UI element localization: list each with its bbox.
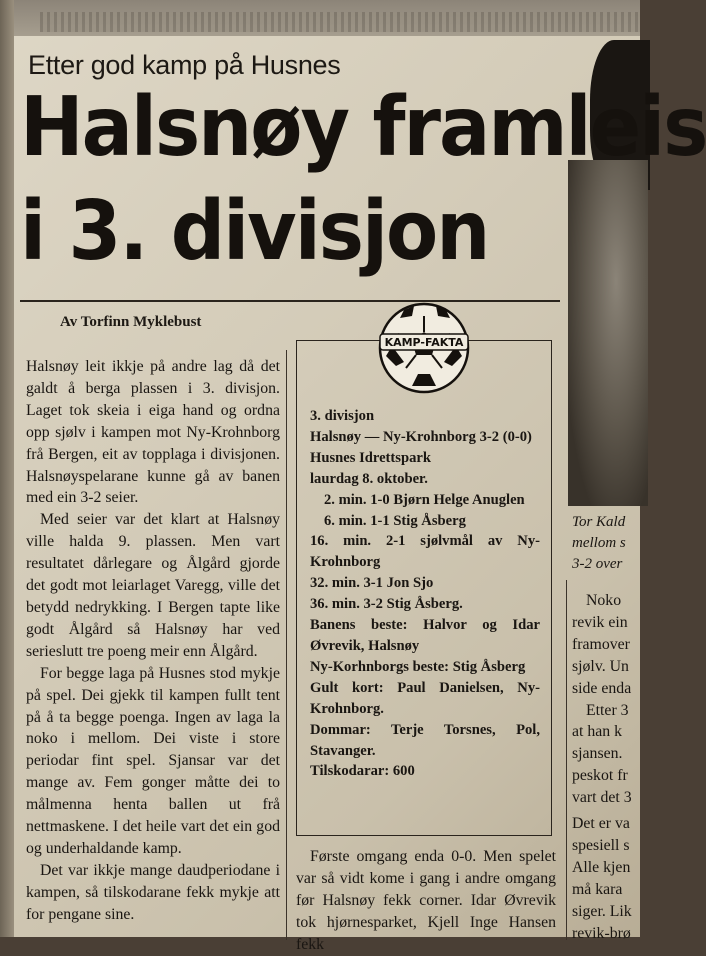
kampfakta-badge-label: KAMP-FAKTA — [384, 336, 464, 349]
col3-line: revik-brø — [572, 924, 631, 942]
fact-line: 6. min. 1-1 Stig Åsberg — [324, 512, 466, 529]
kicker: Etter god kamp på Husnes — [28, 50, 341, 80]
fact-line: Husnes Idrettspark — [310, 449, 431, 466]
byline: Av Torfinn Myklebust — [60, 314, 202, 330]
caption-line: Tor Kald — [572, 514, 626, 530]
col3-line: Noko — [586, 592, 622, 609]
fact-line: laurdag 8. oktober. — [310, 470, 428, 487]
fact-line: Banens beste: Halvor og Idar Øvrevik, Halsnøy — [310, 617, 540, 654]
fact-line: Tilskodarar: 600 — [310, 763, 415, 780]
col3-line: framover — [572, 635, 630, 653]
col3-line: side enda — [572, 679, 632, 697]
page-shadow — [0, 0, 14, 937]
col3-line: at han k — [572, 723, 623, 741]
fact-line: Ny-Korhnborgs beste: Stig Åsberg — [310, 658, 526, 675]
paragraph: Det var ikkje mange daudperiodane i kampen, så tilskodarane fekk mykje att for pengane sine. — [26, 861, 280, 923]
paragraph: Halsnøy leit ikkje på andre lag då det galdt å berga plassen i 3. divisjon. Laget tok skeia i eiga hand og ordna opp sjølv i kampen mot Ny-Krohnborg frå Bergen, eit av topplaga i divisjonen. Halsnøyspelarane kunne gå av banen med ein 3-2 seier. — [26, 358, 280, 507]
fact-line: Dommar: Terje Torsnes, Pol, Stavanger. — [310, 721, 540, 759]
col3-line: siger. Lik — [572, 902, 632, 920]
col3-line: revik ein — [572, 613, 628, 631]
fact-line: 16. min. 2-1 sjølvmål av Ny-Krohnborg — [310, 533, 540, 571]
article-column-3 — [572, 590, 642, 945]
fact-line: 36. min. 3-2 Stig Åsberg. — [310, 596, 463, 613]
page-top-edge — [0, 0, 640, 36]
previous-article-strip — [40, 12, 640, 32]
player-photo — [568, 160, 648, 506]
col3-line: spesiell s — [572, 836, 630, 854]
paragraph: For begge laga på Husnes stod mykje på spel. Dei gjekk til kampen fullt tent på å ta begge poenga. Ingen av laga la noko i mellom. Dei viste i store periodar fint spel. Sjansar var det mange av. Fem gonger måtte dei to målmenna henta ballen ut frå nettmaskene. I det heile vart det ein god og underhaldande kamp. — [26, 664, 280, 857]
kampfakta-list — [310, 406, 540, 782]
col3-line: sjølv. Un — [572, 657, 629, 675]
headline-line-2: i 3. divisjon — [20, 182, 489, 279]
article-column-1 — [26, 356, 280, 926]
fact-line: Halsnøy — Ny-Krohnborg 3-2 (0-0) — [310, 428, 532, 445]
fact-line: 3. divisjon — [310, 408, 375, 424]
col3-line: Alle kjen — [572, 858, 631, 876]
headline-line-1: Halsnøy framleis — [20, 78, 706, 175]
paragraph: Med seier var det klart at Halsnøy ville halda 9. plassen. Men vart resultatet dårlegare og Ålgård gjorde det godt mot leiarlaget Varegg, ville det betydd nedrykking. I Bergen tapte like godt Ålgård så Halsnøy har ved serieslutt tre poeng meir enn Ålgård. — [26, 511, 280, 660]
paragraph: Første omgang enda 0-0. Men spelet var så vidt kome i gang i andre omgang før Halsnøy fekk corner. Idar Øvrevik tok hjørnesparket, Kjell Inge Hansen fekk — [296, 848, 556, 953]
caption-line: mellom s — [572, 535, 626, 551]
photo-caption — [572, 512, 642, 575]
col3-line: Det er va — [572, 815, 630, 833]
byline-rule — [20, 300, 560, 302]
fact-line: Gult kort: Paul Danielsen, Ny-Krohnborg. — [310, 679, 540, 717]
col3-line: sjansen. — [572, 745, 623, 763]
col3-line: må kara — [572, 880, 623, 898]
fact-line: 2. min. 1-0 Bjørn Helge Anuglen — [324, 491, 525, 508]
fact-line: 32. min. 3-1 Jon Sjo — [310, 575, 434, 592]
caption-line: 3-2 over — [572, 556, 623, 572]
article-column-2 — [296, 846, 556, 956]
col3-line: vart det 3 — [572, 789, 632, 807]
col3-line: Etter 3 — [586, 701, 629, 719]
col3-line: peskot fr — [572, 767, 628, 785]
column-divider-3 — [566, 580, 567, 940]
football-badge-icon — [378, 294, 470, 398]
column-divider — [286, 350, 287, 940]
